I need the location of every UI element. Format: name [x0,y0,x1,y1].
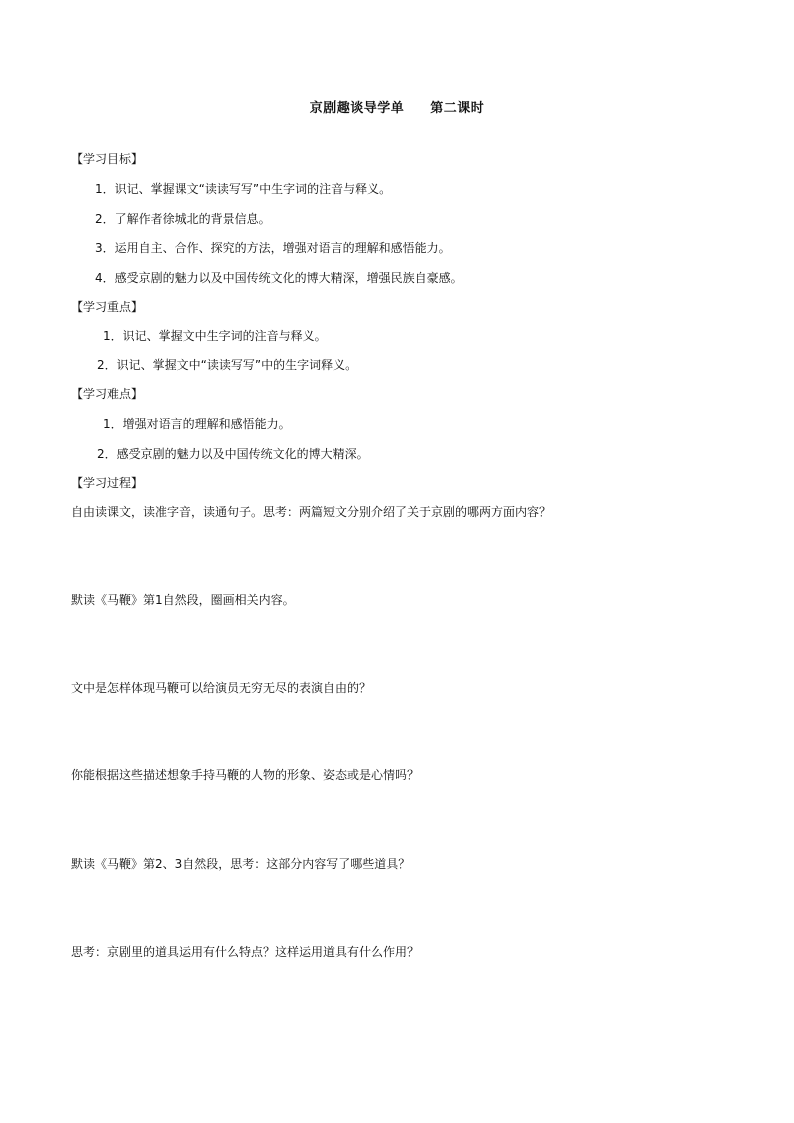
title-main: 京剧趣谈导学单 [309,101,405,116]
difficulty-item-1: 1．增强对语言的理解和感悟能力。 [103,417,291,431]
process-question-4: 你能根据这些描述想象手持马鞭的人物的形象、姿态或是心情吗？ [71,768,420,782]
process-question-5: 默读《马鞭》第2、3自然段，思考：这部分内容写了哪些道具？ [71,857,411,871]
process-question-1: 自由读课文，读准字音，读通句子。思考：两篇短文分别介绍了关于京剧的哪两方面内容？ [71,505,552,519]
title-sub: 第二课时 [430,101,485,116]
difficulty-item-2: 2．感受京剧的魅力以及中国传统文化的博大精深。 [97,447,369,461]
page-title [0,97,794,116]
goal-item-3: 3．运用自主、合作、探究的方法，增强对语言的理解和感悟能力。 [95,241,451,255]
focus-item-1: 1．识记、掌握文中生字词的注音与释义。 [103,329,327,343]
goals-heading: 【学习目标】 [71,152,144,166]
goal-item-1: 1．识记、掌握课文“读读写写”中生字词的注音与释义。 [95,182,392,196]
difficulty-heading: 【学习难点】 [71,387,144,401]
goal-item-4: 4．感受京剧的魅力以及中国传统文化的博大精深，增强民族自豪感。 [95,271,463,285]
focus-heading: 【学习重点】 [71,300,144,314]
process-question-3: 文中是怎样体现马鞭可以给演员无穷无尽的表演自由的？ [71,681,372,695]
process-question-6: 思考：京剧里的道具运用有什么特点？这样运用道具有什么作用？ [71,945,420,959]
goal-item-2: 2．了解作者徐城北的背景信息。 [95,212,271,226]
process-question-2: 默读《马鞭》第1自然段，圈画相关内容。 [71,593,295,607]
focus-item-2: 2．识记、掌握文中“读读写写”中的生字词释义。 [97,358,358,372]
process-heading: 【学习过程】 [71,476,144,490]
